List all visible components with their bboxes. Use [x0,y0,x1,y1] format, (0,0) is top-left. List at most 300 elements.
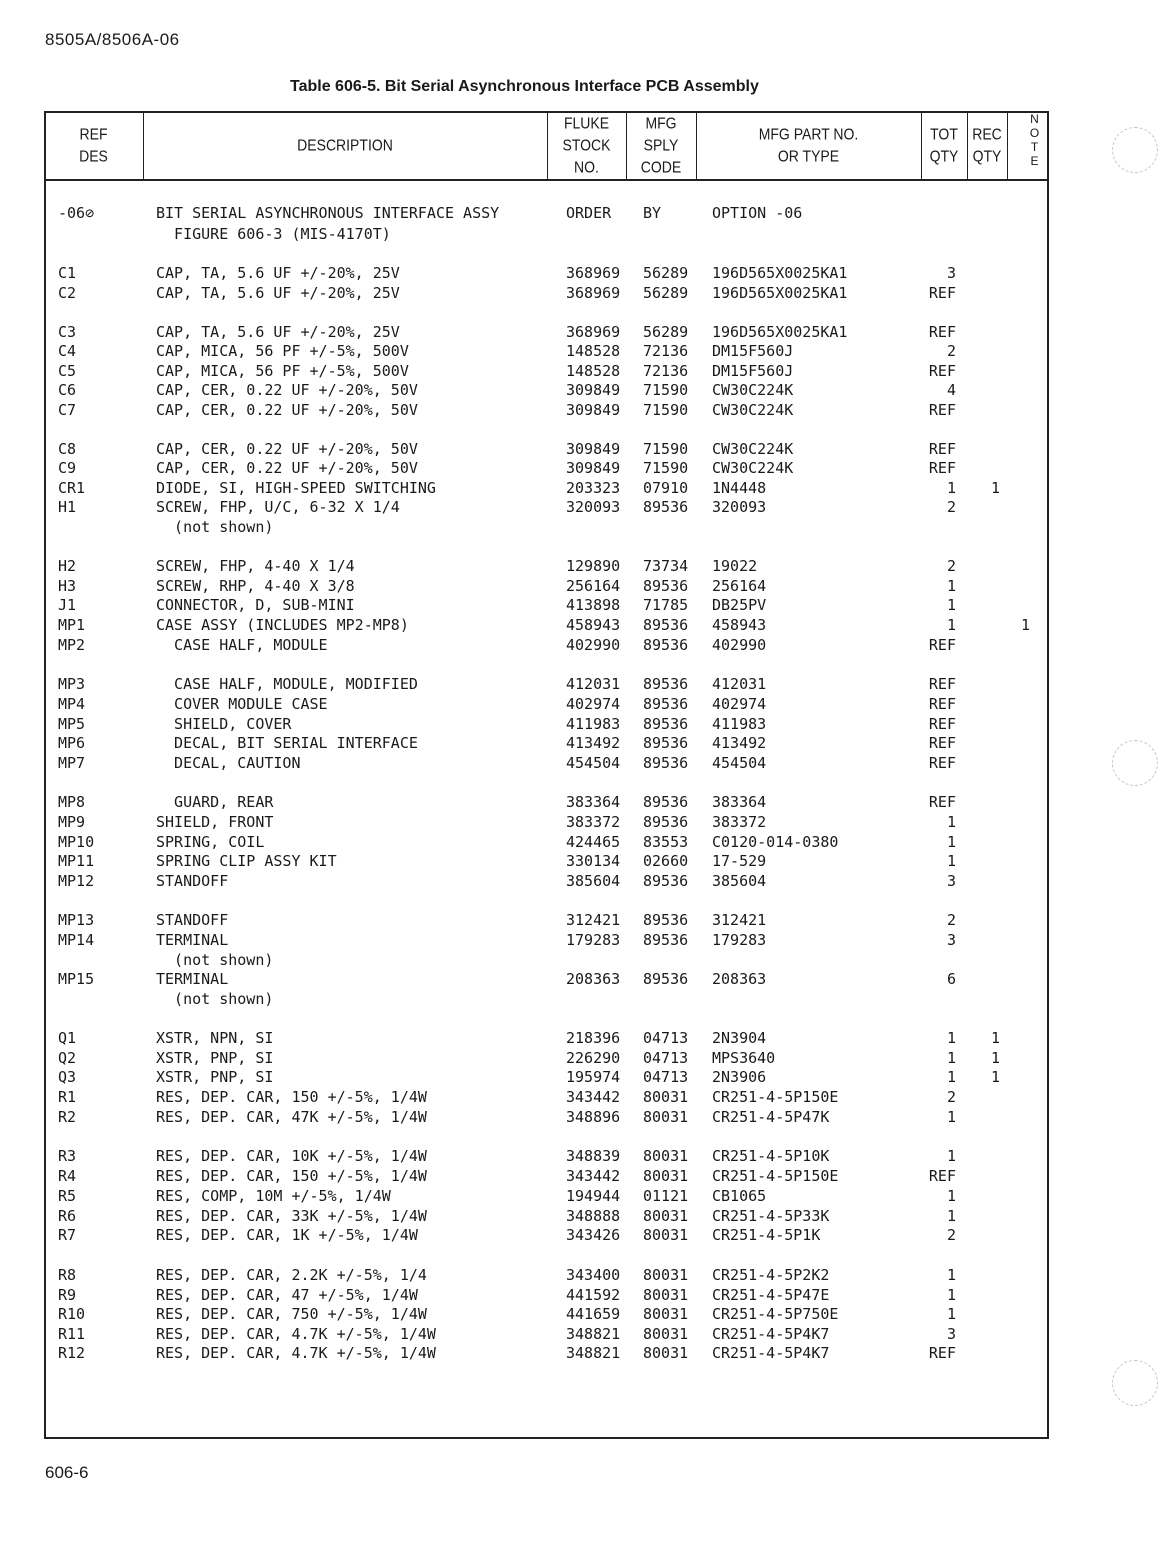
ref-des-cell: MP5 [58,715,86,733]
header-mfg-part [696,108,921,183]
ref-des-cell: MP8 [58,793,86,811]
mfg-sply-code-cell: 71590 [643,440,689,458]
mfg-sply-code-cell: 80031 [643,1305,689,1323]
tot-qty-cell: 6 [946,970,956,988]
tot-qty-cell: 1 [946,813,956,831]
ref-des-cell: MP11 [58,852,95,870]
mfg-sply-code-cell: BY [643,204,662,222]
tot-qty-cell: REF [928,1344,956,1362]
tot-qty-cell: 2 [946,557,956,575]
header-fluke-stock [547,108,626,183]
description-cell: RES, DEP. CAR, 4.7K +/-5%, 1/4W [156,1344,436,1362]
tot-qty-cell: REF [928,675,956,693]
ref-des-cell: R8 [58,1266,77,1284]
tot-qty-cell: 1 [946,596,956,614]
description-cell: CAP, CER, 0.22 UF +/-20%, 50V [156,459,418,477]
mfg-part-no-cell: CW30C224K [712,401,794,419]
tot-qty-cell: 1 [946,577,956,595]
ref-des-cell: MP1 [58,616,86,634]
mfg-sply-code-cell: 89536 [643,715,689,733]
fluke-stock-no-cell: 441659 [566,1305,621,1323]
tot-qty-cell: REF [928,1167,956,1185]
description-cell: CAP, CER, 0.22 UF +/-20%, 50V [156,440,418,458]
tot-qty-cell: REF [928,636,956,654]
description-cell: CONNECTOR, D, SUB-MINI [156,596,355,614]
mfg-part-no-cell: 17-529 [712,852,767,870]
mfg-part-no-cell: CR251-4-5P4K7 [712,1325,830,1343]
mfg-part-no-cell: CR251-4-5P150E [712,1167,839,1185]
description-cell: SCREW, FHP, U/C, 6-32 X 1/4 [156,498,400,516]
mfg-part-no-cell: 196D565X0025KA1 [712,284,848,302]
ref-des-cell: C6 [58,381,77,399]
ref-des-cell: MP10 [58,833,95,851]
fluke-stock-no-cell: 343442 [566,1088,621,1106]
mfg-sply-code-cell: 89536 [643,675,689,693]
description-cell: STANDOFF [156,872,229,890]
rec-qty-cell: 1 [990,1029,1000,1047]
description-cell: DIODE, SI, HIGH-SPEED SWITCHING [156,479,436,497]
fluke-stock-no-cell: 383364 [566,793,621,811]
tot-qty-cell: REF [928,323,956,341]
fluke-stock-no-cell: 348821 [566,1325,621,1343]
mfg-part-no-cell: 2N3906 [712,1068,767,1086]
ref-des-cell: MP6 [58,734,86,752]
tot-qty-cell: REF [928,284,956,302]
rec-qty-cell: 1 [990,479,1000,497]
tot-qty-cell: REF [928,695,956,713]
mfg-part-no-cell: 402990 [712,636,767,654]
mfg-sply-code-cell: 71590 [643,381,689,399]
tot-qty-cell: 1 [946,1147,956,1165]
description-cell: SPRING, COIL [156,833,265,851]
description-cell: FIGURE 606-3 (MIS-4170T) [156,225,391,243]
description-cell: RES, DEP. CAR, 2.2K +/-5%, 1/4 [156,1266,427,1284]
ref-des-cell: R12 [58,1344,86,1362]
mfg-sply-code-cell: 80031 [643,1207,689,1225]
tot-qty-cell: REF [928,401,956,419]
mfg-part-no-cell: 412031 [712,675,767,693]
fluke-stock-no-cell: 411983 [566,715,621,733]
fluke-stock-no-cell: 348821 [566,1344,621,1362]
tot-qty-cell: 2 [946,1088,956,1106]
tot-qty-cell: 1 [946,833,956,851]
ref-des-cell: MP3 [58,675,86,693]
description-cell: SHIELD, COVER [156,715,292,733]
description-cell: CASE ASSY (INCLUDES MP2-MP8) [156,616,409,634]
mfg-sply-code-cell: 89536 [643,911,689,929]
table-title: Table 606-5. Bit Serial Asynchronous Interface PCB Assembly [290,78,759,95]
header-ref-des [44,108,143,183]
fluke-stock-no-cell: 368969 [566,284,621,302]
mfg-sply-code-cell: 89536 [643,813,689,831]
header-label: FLUKE [563,114,610,132]
description-cell: BIT SERIAL ASYNCHRONOUS INTERFACE ASSY [156,204,500,222]
tot-qty-cell: 2 [946,498,956,516]
fluke-stock-no-cell: 226290 [566,1049,621,1067]
ref-des-cell: C5 [58,362,77,380]
description-cell: CAP, TA, 5.6 UF +/-20%, 25V [156,284,400,302]
fluke-stock-no-cell: 343400 [566,1266,621,1284]
fluke-stock-no-cell: 203323 [566,479,621,497]
fluke-stock-no-cell: 179283 [566,931,621,949]
mfg-sply-code-cell: 80031 [643,1167,689,1185]
fluke-stock-no-cell: 194944 [566,1187,621,1205]
tot-qty-cell: 1 [946,1286,956,1304]
mfg-sply-code-cell: 83553 [643,833,689,851]
mfg-part-no-cell: OPTION -06 [712,204,803,222]
mfg-sply-code-cell: 89536 [643,793,689,811]
fluke-stock-no-cell: 309849 [566,401,621,419]
description-cell: CAP, CER, 0.22 UF +/-20%, 50V [156,401,418,419]
header-label: REC [972,125,1002,143]
ref-des-cell: Q3 [58,1068,77,1086]
mfg-sply-code-cell: 04713 [643,1029,689,1047]
ref-des-cell: R11 [58,1325,86,1343]
ref-des-cell: -06⊘ [58,204,95,222]
description-cell: (not shown) [156,990,274,1008]
mfg-sply-code-cell: 80031 [643,1147,689,1165]
fluke-stock-no-cell: 424465 [566,833,621,851]
ref-des-cell: R2 [58,1108,77,1126]
mfg-sply-code-cell: 71590 [643,459,689,477]
mfg-sply-code-cell: 80031 [643,1266,689,1284]
ref-des-cell: H3 [58,577,77,595]
mfg-part-no-cell: DM15F560J [712,362,794,380]
fluke-stock-no-cell: 320093 [566,498,621,516]
mfg-sply-code-cell: 89536 [643,872,689,890]
header-label: QTY [972,147,1002,165]
description-cell: RES, DEP. CAR, 4.7K +/-5%, 1/4W [156,1325,436,1343]
fluke-stock-no-cell: 385604 [566,872,621,890]
ref-des-cell: R6 [58,1207,77,1225]
description-cell: CASE HALF, MODULE [156,636,328,654]
header-label: MFG [645,114,677,132]
tot-qty-cell: 3 [946,1325,956,1343]
ref-des-cell: MP4 [58,695,86,713]
ref-des-cell: R4 [58,1167,77,1185]
tot-qty-cell: 4 [946,381,956,399]
description-cell: SHIELD, FRONT [156,813,274,831]
mfg-sply-code-cell: 07910 [643,479,689,497]
mfg-sply-code-cell: 01121 [643,1187,689,1205]
mfg-sply-code-cell: 71590 [643,401,689,419]
description-cell: CASE HALF, MODULE, MODIFIED [156,675,418,693]
fluke-stock-no-cell: 129890 [566,557,621,575]
fluke-stock-no-cell: 148528 [566,362,621,380]
mfg-part-no-cell: 19022 [712,557,758,575]
mfg-part-no-cell: 454504 [712,754,767,772]
header-rec-qty [967,108,1007,183]
mfg-part-no-cell: 208363 [712,970,767,988]
description-cell: TERMINAL [156,970,229,988]
ref-des-cell: MP2 [58,636,86,654]
description-cell: CAP, TA, 5.6 UF +/-20%, 25V [156,323,400,341]
description-cell: CAP, MICA, 56 PF +/-5%, 500V [156,362,409,380]
rec-qty-cell: 1 [990,1068,1000,1086]
header-label: DESCRIPTION [297,136,393,154]
description-cell: RES, DEP. CAR, 10K +/-5%, 1/4W [156,1147,427,1165]
mfg-sply-code-cell: 56289 [643,284,689,302]
mfg-part-no-cell: CR251-4-5P33K [712,1207,830,1225]
mfg-part-no-cell: 402974 [712,695,767,713]
header-label: CODE [640,158,682,176]
tot-qty-cell: 2 [946,342,956,360]
ref-des-cell: R5 [58,1187,77,1205]
mfg-part-no-cell: CR251-4-5P750E [712,1305,839,1323]
ref-des-cell: C3 [58,323,77,341]
ref-des-cell: R1 [58,1088,77,1106]
fluke-stock-no-cell: 330134 [566,852,621,870]
mfg-part-no-cell: CW30C224K [712,440,794,458]
mfg-sply-code-cell: 89536 [643,636,689,654]
mfg-part-no-cell: 196D565X0025KA1 [712,323,848,341]
mfg-part-no-cell: DB25PV [712,596,767,614]
header-label: N [1030,112,1039,126]
mfg-part-no-cell: MPS3640 [712,1049,776,1067]
description-cell: GUARD, REAR [156,793,274,811]
fluke-stock-no-cell: 312421 [566,911,621,929]
mfg-part-no-cell: 458943 [712,616,767,634]
mfg-sply-code-cell: 80031 [643,1325,689,1343]
fluke-stock-no-cell: 458943 [566,616,621,634]
header-label: NO. [574,158,599,176]
header-label: T [1030,140,1039,154]
mfg-part-no-cell: CR251-4-5P2K2 [712,1266,830,1284]
header-label: E [1030,154,1039,168]
ref-des-cell: C9 [58,459,77,477]
ref-des-cell: C8 [58,440,77,458]
fluke-stock-no-cell: 413492 [566,734,621,752]
mfg-part-no-cell: CR251-4-5P47K [712,1108,830,1126]
description-cell: RES, DEP. CAR, 1K +/-5%, 1/4W [156,1226,418,1244]
mfg-sply-code-cell: 89536 [643,734,689,752]
description-cell: DECAL, BIT SERIAL INTERFACE [156,734,418,752]
mfg-part-no-cell: 413492 [712,734,767,752]
description-cell: RES, DEP. CAR, 47K +/-5%, 1/4W [156,1108,427,1126]
fluke-stock-no-cell: 412031 [566,675,621,693]
tot-qty-cell: REF [928,440,956,458]
mfg-part-no-cell: CW30C224K [712,459,794,477]
header-tot-qty [921,108,967,183]
tot-qty-cell: 1 [946,1068,956,1086]
fluke-stock-no-cell: 208363 [566,970,621,988]
ref-des-cell: MP7 [58,754,86,772]
fluke-stock-no-cell: 402990 [566,636,621,654]
description-cell: RES, DEP. CAR, 150 +/-5%, 1/4W [156,1167,427,1185]
header-label: TOT [930,125,958,143]
tot-qty-cell: 1 [946,1207,956,1225]
mfg-part-no-cell: CR251-4-5P1K [712,1226,821,1244]
punch-hole [1112,740,1158,786]
header-label: REF [79,125,108,143]
mfg-sply-code-cell: 80031 [643,1344,689,1362]
fluke-stock-no-cell: 309849 [566,459,621,477]
ref-des-cell: R9 [58,1286,77,1304]
mfg-part-no-cell: 383372 [712,813,767,831]
ref-des-cell: R10 [58,1305,86,1323]
fluke-stock-no-cell: ORDER [566,204,612,222]
tot-qty-cell: REF [928,734,956,752]
ref-des-cell: MP14 [58,931,95,949]
ref-des-cell: J1 [58,596,77,614]
tot-qty-cell: 1 [946,479,956,497]
description-cell: XSTR, PNP, SI [156,1049,274,1067]
mfg-part-no-cell: CB1065 [712,1187,767,1205]
description-cell: SPRING CLIP ASSY KIT [156,852,337,870]
header-label: O [1029,126,1040,140]
header-label: QTY [929,147,959,165]
mfg-part-no-cell: 385604 [712,872,767,890]
tot-qty-cell: REF [928,754,956,772]
punch-hole [1112,1360,1158,1406]
fluke-stock-no-cell: 348888 [566,1207,621,1225]
rec-qty-cell: 1 [990,1049,1000,1067]
fluke-stock-no-cell: 256164 [566,577,621,595]
fluke-stock-no-cell: 218396 [566,1029,621,1047]
mfg-part-no-cell: C0120-014-0380 [712,833,839,851]
mfg-part-no-cell: 411983 [712,715,767,733]
description-cell: XSTR, NPN, SI [156,1029,274,1047]
fluke-stock-no-cell: 383372 [566,813,621,831]
tot-qty-cell: 1 [946,1108,956,1126]
ref-des-cell: C1 [58,264,77,282]
ref-des-cell: CR1 [58,479,86,497]
mfg-sply-code-cell: 89536 [643,577,689,595]
mfg-part-no-cell: 256164 [712,577,767,595]
description-cell: STANDOFF [156,911,229,929]
fluke-stock-no-cell: 368969 [566,264,621,282]
tot-qty-cell: 1 [946,616,956,634]
description-cell: (not shown) [156,951,274,969]
ref-des-cell: H2 [58,557,77,575]
mfg-part-no-cell: 1N4448 [712,479,767,497]
tot-qty-cell: 1 [946,1266,956,1284]
fluke-stock-no-cell: 368969 [566,323,621,341]
mfg-part-no-cell: 196D565X0025KA1 [712,264,848,282]
mfg-sply-code-cell: 89536 [643,695,689,713]
description-cell: CAP, CER, 0.22 UF +/-20%, 50V [156,381,418,399]
ref-des-cell: H1 [58,498,77,516]
fluke-stock-no-cell: 195974 [566,1068,621,1086]
description-cell: TERMINAL [156,931,229,949]
mfg-sply-code-cell: 72136 [643,362,689,380]
ref-des-cell: R7 [58,1226,77,1244]
mfg-part-no-cell: DM15F560J [712,342,794,360]
mfg-part-no-cell: CR251-4-5P150E [712,1088,839,1106]
ref-des-cell: MP15 [58,970,95,988]
mfg-part-no-cell: CR251-4-5P47E [712,1286,830,1304]
description-cell: XSTR, PNP, SI [156,1068,274,1086]
mfg-sply-code-cell: 89536 [643,970,689,988]
mfg-sply-code-cell: 80031 [643,1286,689,1304]
mfg-sply-code-cell: 02660 [643,852,689,870]
tot-qty-cell: 1 [946,1049,956,1067]
mfg-sply-code-cell: 04713 [643,1049,689,1067]
punch-hole [1112,127,1158,173]
description-cell: SCREW, RHP, 4-40 X 3/8 [156,577,355,595]
ref-des-cell: MP12 [58,872,95,890]
header-note [1020,111,1049,180]
header-description [143,108,547,183]
description-cell: COVER MODULE CASE [156,695,328,713]
note-cell: 1 [1020,616,1030,634]
tot-qty-cell: REF [928,459,956,477]
mfg-sply-code-cell: 80031 [643,1088,689,1106]
mfg-sply-code-cell: 89536 [643,616,689,634]
mfg-part-no-cell: CW30C224K [712,381,794,399]
fluke-stock-no-cell: 402974 [566,695,621,713]
description-cell: DECAL, CAUTION [156,754,301,772]
tot-qty-cell: 2 [946,911,956,929]
mfg-sply-code-cell: 56289 [643,323,689,341]
tot-qty-cell: 2 [946,1226,956,1244]
mfg-sply-code-cell: 73734 [643,557,689,575]
fluke-stock-no-cell: 348896 [566,1108,621,1126]
tot-qty-cell: REF [928,793,956,811]
fluke-stock-no-cell: 441592 [566,1286,621,1304]
description-cell: RES, DEP. CAR, 750 +/-5%, 1/4W [156,1305,427,1323]
page-number: 606-6 [45,1463,89,1482]
header-label: SPLY [643,136,679,154]
tot-qty-cell: 3 [946,264,956,282]
fluke-stock-no-cell: 309849 [566,440,621,458]
description-cell: SCREW, FHP, 4-40 X 1/4 [156,557,355,575]
ref-des-cell: C4 [58,342,77,360]
mfg-sply-code-cell: 89536 [643,754,689,772]
mfg-sply-code-cell: 56289 [643,264,689,282]
description-cell: RES, DEP. CAR, 150 +/-5%, 1/4W [156,1088,427,1106]
mfg-part-no-cell: 2N3904 [712,1029,767,1047]
mfg-part-no-cell: 383364 [712,793,767,811]
fluke-stock-no-cell: 148528 [566,342,621,360]
mfg-part-no-cell: CR251-4-5P10K [712,1147,830,1165]
mfg-part-no-cell: 320093 [712,498,767,516]
tot-qty-cell: 3 [946,872,956,890]
mfg-sply-code-cell: 72136 [643,342,689,360]
header-label: STOCK [562,136,611,154]
mfg-part-no-cell: CR251-4-5P4K7 [712,1344,830,1362]
fluke-stock-no-cell: 343426 [566,1226,621,1244]
ref-des-cell: C7 [58,401,77,419]
tot-qty-cell: REF [928,362,956,380]
description-cell: RES, DEP. CAR, 33K +/-5%, 1/4W [156,1207,427,1225]
ref-des-cell: MP13 [58,911,95,929]
description-cell: (not shown) [156,518,274,536]
tot-qty-cell: REF [928,715,956,733]
header-mfg-sply-code [626,108,696,183]
ref-des-cell: C2 [58,284,77,302]
description-cell: RES, COMP, 10M +/-5%, 1/4W [156,1187,391,1205]
fluke-stock-no-cell: 343442 [566,1167,621,1185]
tot-qty-cell: 3 [946,931,956,949]
tot-qty-cell: 1 [946,1305,956,1323]
fluke-stock-no-cell: 454504 [566,754,621,772]
tot-qty-cell: 1 [946,1029,956,1047]
fluke-stock-no-cell: 309849 [566,381,621,399]
column-divider [1007,111,1008,181]
description-cell: CAP, TA, 5.6 UF +/-20%, 25V [156,264,400,282]
mfg-sply-code-cell: 04713 [643,1068,689,1086]
mfg-part-no-cell: 179283 [712,931,767,949]
mfg-sply-code-cell: 71785 [643,596,689,614]
mfg-sply-code-cell: 89536 [643,498,689,516]
tot-qty-cell: 1 [946,1187,956,1205]
mfg-sply-code-cell: 89536 [643,931,689,949]
ref-des-cell: MP9 [58,813,86,831]
document-id: 8505A/8506A-06 [45,30,180,49]
header-label: DES [79,147,108,165]
ref-des-cell: Q1 [58,1029,77,1047]
